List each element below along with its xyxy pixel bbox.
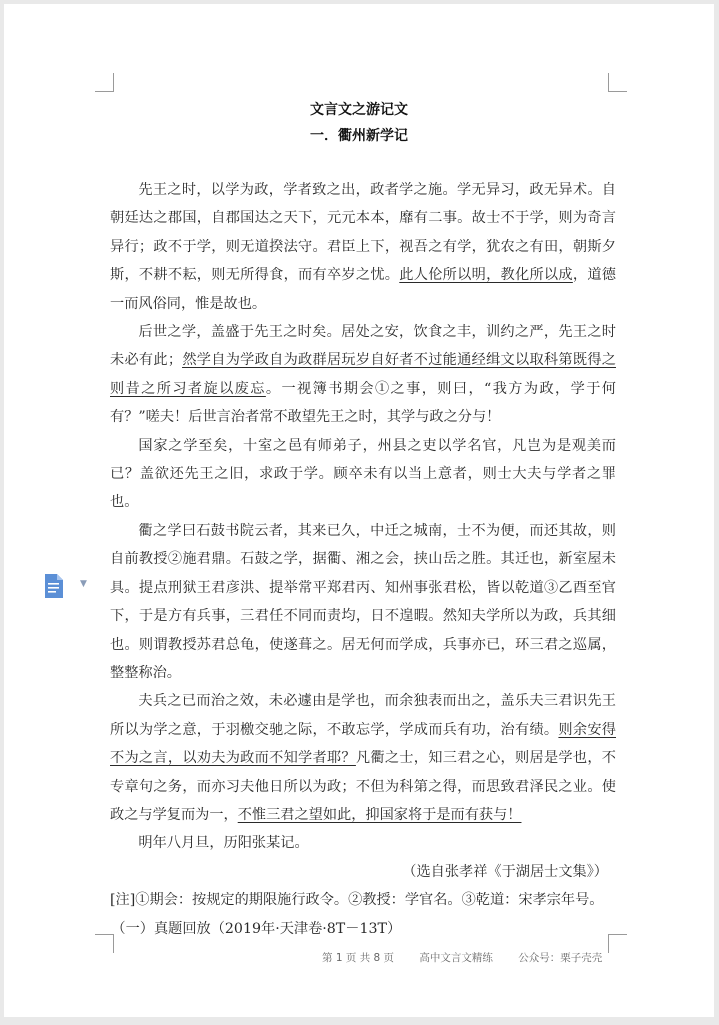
text-segment: 夫兵之已而治之效，未必遽由是学也，而余独表而出之，盖乐夫三君识先王所以为学之意，于羽檄交驰之际，不敢忘学，学成而兵有功，治有绩。 xyxy=(110,693,616,738)
text-segment: 衢之学曰石鼓书院云者，其来已久，中迁之城南，士不为便，而还其故，则自前教授②施君鼎。石鼓之学，据衢、湘之会，挟山岳之胜。其迁也，新室屋未具。提点刑狱王君彦洪、提举常平郑君丙、知州事张君松，皆以乾道③乙酉至官下，于是方有兵事，三君任不同而责均，日不遑暇。然知夫学所以为政，兵其细也。则谓教授苏君总龟，使遂葺之。居无何而学成，兵事亦已，环三君之巡属，整整称治。 xyxy=(110,522,616,681)
paragraph xyxy=(110,517,616,687)
document-page xyxy=(4,4,714,1017)
dropdown-caret-icon[interactable]: ▼ xyxy=(80,579,87,589)
text-segment: 后世之学，盖盛于先王之时矣。居处之安，饮食之丰，训约之严，先王之时未必有此； xyxy=(110,324,616,369)
question-heading: （一）真题回放（2019年·天津卷·8T－13T） xyxy=(111,920,402,937)
text-segment: ，道德一而风俗同，惟是故也。 xyxy=(110,267,616,312)
text-segment: 明年八月旦，历阳张某记。 xyxy=(138,835,309,852)
paragraph xyxy=(110,432,616,517)
crop-mark-top-left xyxy=(95,73,114,92)
underlined-sentence: 不惟三君之望如此，抑国家将于是而有获与！ xyxy=(237,806,522,823)
document-body xyxy=(110,176,616,943)
text-segment: 凡衢之士，知三君之心，则居是学也，不专章句之务，而亦习夫他日所以为政；不但为科第之得，而思致君泽民之业。使政之与学复而为一， xyxy=(110,750,616,823)
page-footer xyxy=(322,950,624,965)
document-icon[interactable] xyxy=(43,573,65,599)
underlined-sentence: 然学自为学政自为政群居玩岁自好者不过能通经缉文以取科第既得之则昔之所习者旋以废忘 xyxy=(110,352,616,397)
text-segment: 国家之学至矣，十室之邑有师弟子，州县之吏以学名官，凡岂为是观美而已？盖欲还先王之旧，求政于学。顾卒未有以当上意者，则士大夫与学者之罪也。 xyxy=(110,437,616,511)
document-subtitle: 一．衢州新学记 xyxy=(310,128,408,144)
paragraph xyxy=(110,176,616,318)
account-name: 公众号：栗子壳壳 xyxy=(518,952,603,964)
paragraph-list xyxy=(110,176,616,858)
text-segment: 。一视簿书期会①之事，则曰，“我方为政，学于何有？”嗟夫！后世言治者常不敢望先王之时，其学与政之分与！ xyxy=(110,380,616,426)
paragraph xyxy=(110,829,616,857)
paragraph xyxy=(110,687,616,829)
underlined-sentence: 此人伦所以明，教化所以成 xyxy=(399,267,573,284)
underlined-sentence: 则余安得不为之言，以劝夫为政而不知学者耶？ xyxy=(110,721,616,767)
source-citation: （选自张孝祥《于湖居士文集》） xyxy=(402,863,608,880)
paragraph xyxy=(110,318,616,432)
collection-name: 高中文言文精练 xyxy=(419,952,493,964)
annotation-note: [注]①期会：按规定的期限施行政令。②教授：学官名。③乾道：宋孝宗年号。 xyxy=(110,892,604,909)
page-number: 第 1 页 共 8 页 xyxy=(322,952,395,964)
document-title: 文言文之游记文 xyxy=(310,102,408,118)
text-segment: 先王之时，以学为政，学者致之出，政者学之施。学无异习，政无异术。自朝廷达之郡国，自郡国达之天下，元元本本，靡有二事。故士不于学，则为奇言异行；政不于学，则无道揆法守。君臣上下，视吾之有学，犹农之有田，朝斯夕斯，不耕不耘，则无所得食，而有卒岁之忧。 xyxy=(110,182,616,284)
crop-mark-top-right xyxy=(608,73,627,92)
